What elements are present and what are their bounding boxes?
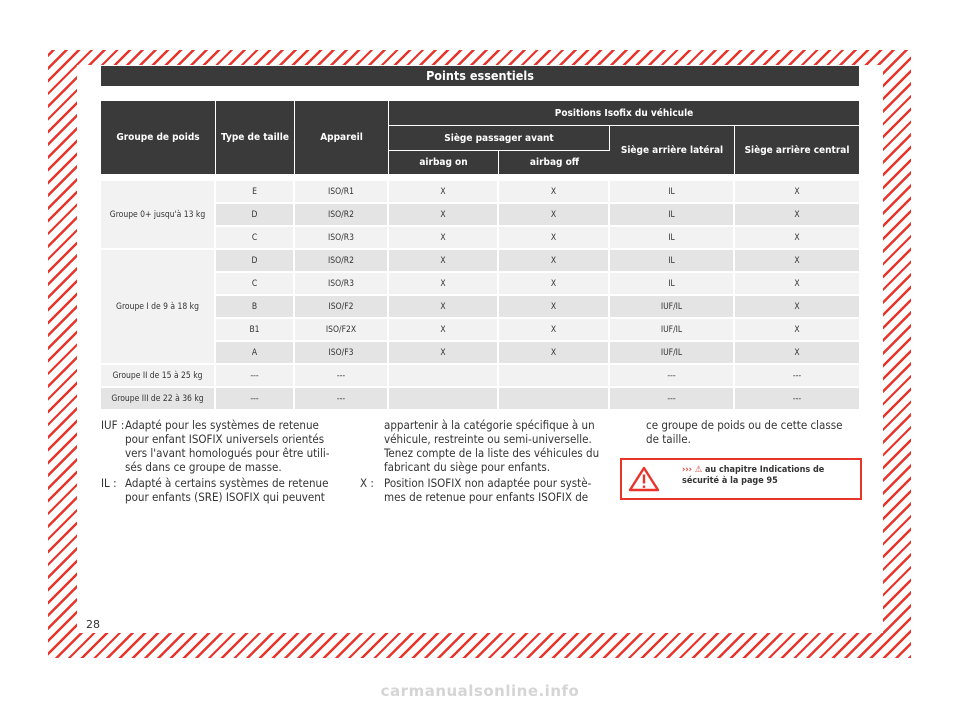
note-desc: Adapté à certains systèmes de retenue pour enfants (SRE) ISOFIX qui peuvent [125, 476, 329, 504]
cell: ISO/F3 [295, 342, 389, 365]
note-il-cont [360, 418, 604, 474]
header-type: Type de taille [216, 101, 295, 175]
cell: X [499, 250, 610, 273]
cell: X [499, 204, 610, 227]
header-groupe: Groupe de poids [101, 101, 216, 175]
table-row [101, 181, 859, 204]
header-passager: Siège passager avant [389, 126, 610, 151]
cell: IL [610, 181, 735, 204]
isofix-table [101, 101, 859, 411]
cell: C [216, 227, 295, 250]
cell: C [216, 273, 295, 296]
note-x [360, 476, 604, 504]
cell [499, 388, 610, 411]
cell [499, 365, 610, 388]
cell: X [389, 181, 499, 204]
cell: A [216, 342, 295, 365]
cell: IL [610, 227, 735, 250]
cell: X [735, 342, 859, 365]
cell [389, 365, 499, 388]
cell: --- [295, 365, 389, 388]
group-label: Groupe I de 9 à 18 kg [101, 250, 216, 365]
note-term: IL : [101, 476, 117, 490]
note-iuf [101, 418, 341, 474]
cell: --- [295, 388, 389, 411]
group-label: Groupe II de 15 à 25 kg [101, 365, 216, 388]
cell: ISO/R2 [295, 204, 389, 227]
cell: X [499, 319, 610, 342]
cell: ISO/F2 [295, 296, 389, 319]
cell: X [389, 296, 499, 319]
cell: IUF/IL [610, 319, 735, 342]
cell: IL [610, 204, 735, 227]
cell: X [389, 319, 499, 342]
warning-link-text: au chapitre Indications de sécurité à la page 95 [682, 465, 825, 486]
cell: X [389, 250, 499, 273]
cell: IL [610, 273, 735, 296]
cell: X [389, 204, 499, 227]
note-term: IUF : [101, 418, 125, 432]
small-warning-icon: ⚠ [694, 465, 703, 475]
cell: ISO/F2X [295, 319, 389, 342]
cell: X [499, 181, 610, 204]
note-desc: Position ISOFIX non adaptée pour systè-mes de retenue pour enfants ISOFIX de [384, 476, 592, 504]
page-number: 28 [86, 618, 100, 631]
cell: --- [216, 365, 295, 388]
header-central: Siège arrière central [735, 126, 859, 175]
cell: D [216, 204, 295, 227]
note-term: X : [360, 476, 374, 490]
table-row [101, 365, 859, 388]
note-x-cont: ce groupe de poids ou de cette classe de taille. [646, 418, 843, 446]
cell: X [389, 227, 499, 250]
note-desc: Adapté pour les systèmes de retenue pour enfant ISOFIX universels orientés vers l'avant homologués pour être utili-sés dans ce groupe de masse. [125, 418, 330, 474]
cell: X [735, 319, 859, 342]
cell: B [216, 296, 295, 319]
warning-reference[interactable] [682, 465, 856, 487]
notes-col-2 [360, 418, 604, 504]
cell: X [735, 227, 859, 250]
cell: ISO/R1 [295, 181, 389, 204]
cell: IL [610, 250, 735, 273]
header-appareil: Appareil [295, 101, 389, 175]
watermark: carmanualsonline.info [380, 682, 580, 700]
note-desc: appartenir à la catégorie spécifique à un véhicule, restreinte ou semi-universelle. Tenez compte de la liste des véhicules du fabricant du siège pour enfants. [384, 418, 600, 474]
cell: X [499, 342, 610, 365]
cell: --- [216, 388, 295, 411]
cell: ISO/R2 [295, 250, 389, 273]
group-label: Groupe III de 22 à 36 kg [101, 388, 216, 411]
safety-warning-box [620, 458, 862, 500]
cell: X [735, 296, 859, 319]
cell: B1 [216, 319, 295, 342]
cell: X [389, 342, 499, 365]
group-label: Groupe 0+ jusqu'à 13 kg [101, 181, 216, 250]
cell: X [499, 296, 610, 319]
cell: X [735, 204, 859, 227]
cell: IUF/IL [610, 342, 735, 365]
warning-triangle-icon [628, 466, 660, 496]
table-row [101, 250, 859, 273]
cell: X [499, 273, 610, 296]
cell: X [735, 273, 859, 296]
notes-col-1 [101, 418, 341, 504]
cell: --- [610, 388, 735, 411]
cell: X [735, 250, 859, 273]
cell: E [216, 181, 295, 204]
cell: --- [610, 365, 735, 388]
table-row [101, 388, 859, 411]
header-lateral: Siège arrière latéral [610, 126, 735, 175]
notes-col-3 [646, 418, 858, 446]
section-title: Points essentiels [101, 66, 859, 86]
header-airbag-off: airbag off [499, 151, 610, 175]
cell: X [499, 227, 610, 250]
arrows-icon: ››› [682, 465, 693, 475]
cell: X [735, 181, 859, 204]
cell [389, 388, 499, 411]
note-il [101, 476, 341, 504]
header-airbag-on: airbag on [389, 151, 499, 175]
cell: --- [735, 388, 859, 411]
cell: ISO/R3 [295, 227, 389, 250]
cell: IUF/IL [610, 296, 735, 319]
cell: ISO/R3 [295, 273, 389, 296]
cell: --- [735, 365, 859, 388]
header-positions: Positions Isofix du véhicule [389, 101, 859, 126]
cell: X [389, 273, 499, 296]
cell: D [216, 250, 295, 273]
